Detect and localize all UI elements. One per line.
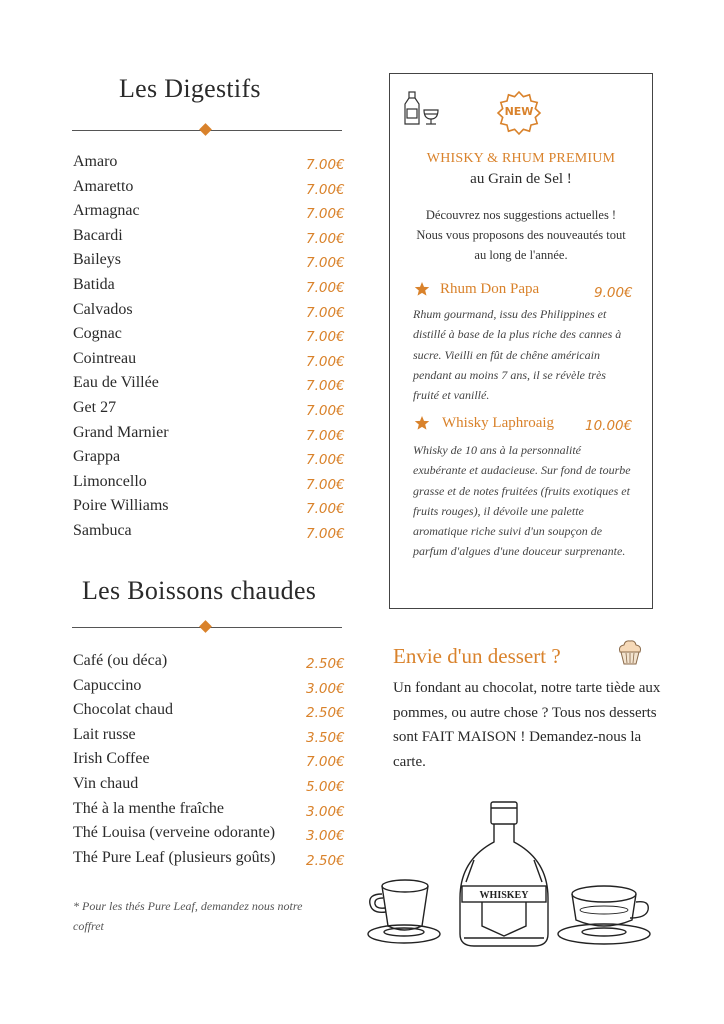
dessert-title: Envie d'un dessert ? [393, 644, 561, 668]
premium-box [389, 73, 653, 609]
item-price: 7.00€ [306, 501, 345, 518]
coffee-cup-icon [368, 880, 440, 943]
item-price: 7.00€ [306, 255, 345, 272]
item-name: Batida [73, 275, 115, 293]
item-name: Limoncello [73, 472, 147, 490]
new-badge [496, 90, 542, 136]
hot-drink-row [73, 749, 353, 774]
cupcake-icon [614, 636, 646, 668]
hot-drink-row [73, 774, 353, 799]
digestifs-list [73, 152, 353, 546]
item-name: Café (ou déca) [73, 652, 168, 669]
digestifs-title: Les Digestifs [119, 74, 261, 103]
item-name: Poire Williams [73, 497, 169, 515]
item-price: 3.00€ [306, 828, 345, 845]
bottle-glass-icon [402, 90, 442, 128]
hot-drinks-divider-ornament [199, 620, 212, 633]
whiskey-bottle-icon [460, 802, 548, 946]
featured-item-price: 9.00€ [594, 285, 633, 301]
star-icon [414, 281, 430, 297]
item-name: Get 27 [73, 398, 117, 416]
premium-title: WHISKY & RHUM PREMIUM [426, 151, 616, 166]
premium-intro: Découvrez nos suggestions actuelles ! Nous vous proposons des nouveautés tout au long de l'année. [416, 208, 626, 262]
hot-drink-row [73, 799, 353, 824]
featured-item-name: Whisky Laphroaig [442, 415, 555, 431]
digestif-row [73, 521, 353, 546]
item-price: 7.00€ [306, 754, 345, 771]
digestif-row [73, 349, 353, 374]
hot-drink-row [73, 700, 353, 725]
digestif-row [73, 496, 353, 521]
item-name: Chocolat chaud [73, 701, 173, 719]
item-name: Thé Pure Leaf (plusieurs goûts) [73, 848, 276, 866]
item-price: 3.50€ [306, 729, 345, 746]
premium-subtitle: au Grain de Sel ! [470, 171, 572, 187]
digestif-row [73, 324, 353, 349]
featured-item-description: Rhum gourmand, issu des Philippines et distillé à base de la plus riche des cannes à sucre. Vieilli en fût de chêne américain pendant au moins 7 ans, il se révèle très fruité et vanillé. [413, 307, 622, 403]
digestif-row [73, 300, 353, 325]
item-name: Armagnac [73, 202, 140, 220]
digestif-row [73, 447, 353, 472]
item-price: 2.50€ [306, 705, 345, 722]
item-price: 7.00€ [306, 402, 345, 419]
item-price: 5.00€ [306, 778, 345, 795]
item-name: Thé Louisa (verveine odorante) [73, 824, 276, 842]
hot-drink-row [73, 823, 353, 848]
item-price: 2.50€ [306, 852, 345, 869]
item-price: 7.00€ [306, 206, 345, 223]
item-name: Grand Marnier [73, 423, 169, 441]
item-name: Irish Coffee [73, 750, 150, 768]
item-price: 3.00€ [306, 803, 345, 820]
item-price: 7.00€ [306, 525, 345, 542]
item-price: 7.00€ [306, 279, 345, 296]
item-price: 7.00€ [306, 476, 345, 493]
digestif-row [73, 177, 353, 202]
item-price: 7.00€ [306, 181, 345, 198]
hot-drink-row [73, 725, 353, 750]
digestif-row [73, 152, 353, 177]
featured-item-description: Whisky de 10 ans à la personnalité exubérante et audacieuse. Sur fond de tourbe grasse et de notes fruitées (fruits exotiques et fruits rouges), il dévoile une palette aromatique riche suivi d'un soupçon de parfum d'algues d'une douceur surprenante. [413, 443, 631, 559]
item-price: 7.00€ [306, 329, 345, 346]
tea-cup-icon [558, 886, 650, 944]
featured-item-name: Rhum Don Papa [440, 281, 540, 297]
item-name: Cointreau [73, 349, 137, 367]
digestifs-divider-ornament [199, 123, 212, 136]
hot-drinks-title: Les Boissons chaudes [82, 576, 317, 605]
digestif-row [73, 201, 353, 226]
star-icon [414, 415, 430, 431]
hot-drink-row [73, 676, 353, 701]
digestif-row [73, 250, 353, 275]
item-name: Grappa [73, 448, 121, 466]
item-name: Vin chaud [73, 774, 139, 792]
dessert-text: Un fondant au chocolat, notre tarte tiède aux pommes, ou autre chose ? Tous nos desserts sont FAIT MAISON ! Demandez-nous la carte. [393, 680, 661, 770]
item-name: Amaro [73, 153, 118, 170]
digestif-row [73, 398, 353, 423]
digestif-row [73, 373, 353, 398]
item-name: Bacardi [73, 226, 123, 244]
drinks-illustration [364, 798, 654, 954]
new-badge-label: NEW [504, 105, 534, 118]
digestif-row [73, 472, 353, 497]
item-name: Baileys [73, 251, 121, 269]
item-name: Cognac [73, 325, 122, 343]
hot-drinks-list [73, 651, 353, 872]
item-name: Eau de Villée [73, 374, 159, 392]
item-name: Lait russe [73, 725, 136, 743]
item-price: 7.00€ [306, 378, 345, 395]
item-name: Thé à la menthe fraîche [73, 799, 225, 817]
item-price: 7.00€ [306, 304, 345, 321]
item-price: 7.00€ [306, 353, 345, 370]
hot-drink-row [73, 651, 353, 676]
item-name: Amaretto [73, 177, 134, 195]
featured-item-price: 10.00€ [585, 418, 633, 434]
item-price: 7.00€ [306, 230, 345, 247]
item-price: 7.00€ [306, 427, 345, 444]
digestif-row [73, 275, 353, 300]
item-name: Calvados [73, 300, 133, 318]
item-price: 3.00€ [306, 680, 345, 697]
item-price: 7.00€ [306, 157, 345, 173]
hot-drinks-footnote: * Pour les thés Pure Leaf, demandez nous notre coffret [73, 899, 303, 933]
item-name: Capuccino [73, 676, 142, 694]
bottle-label: WHISKEY [479, 890, 529, 901]
item-price: 2.50€ [306, 656, 345, 672]
item-price: 7.00€ [306, 452, 345, 469]
hot-drink-row [73, 848, 353, 873]
digestif-row [73, 226, 353, 251]
item-name: Sambuca [73, 521, 132, 539]
digestif-row [73, 423, 353, 448]
